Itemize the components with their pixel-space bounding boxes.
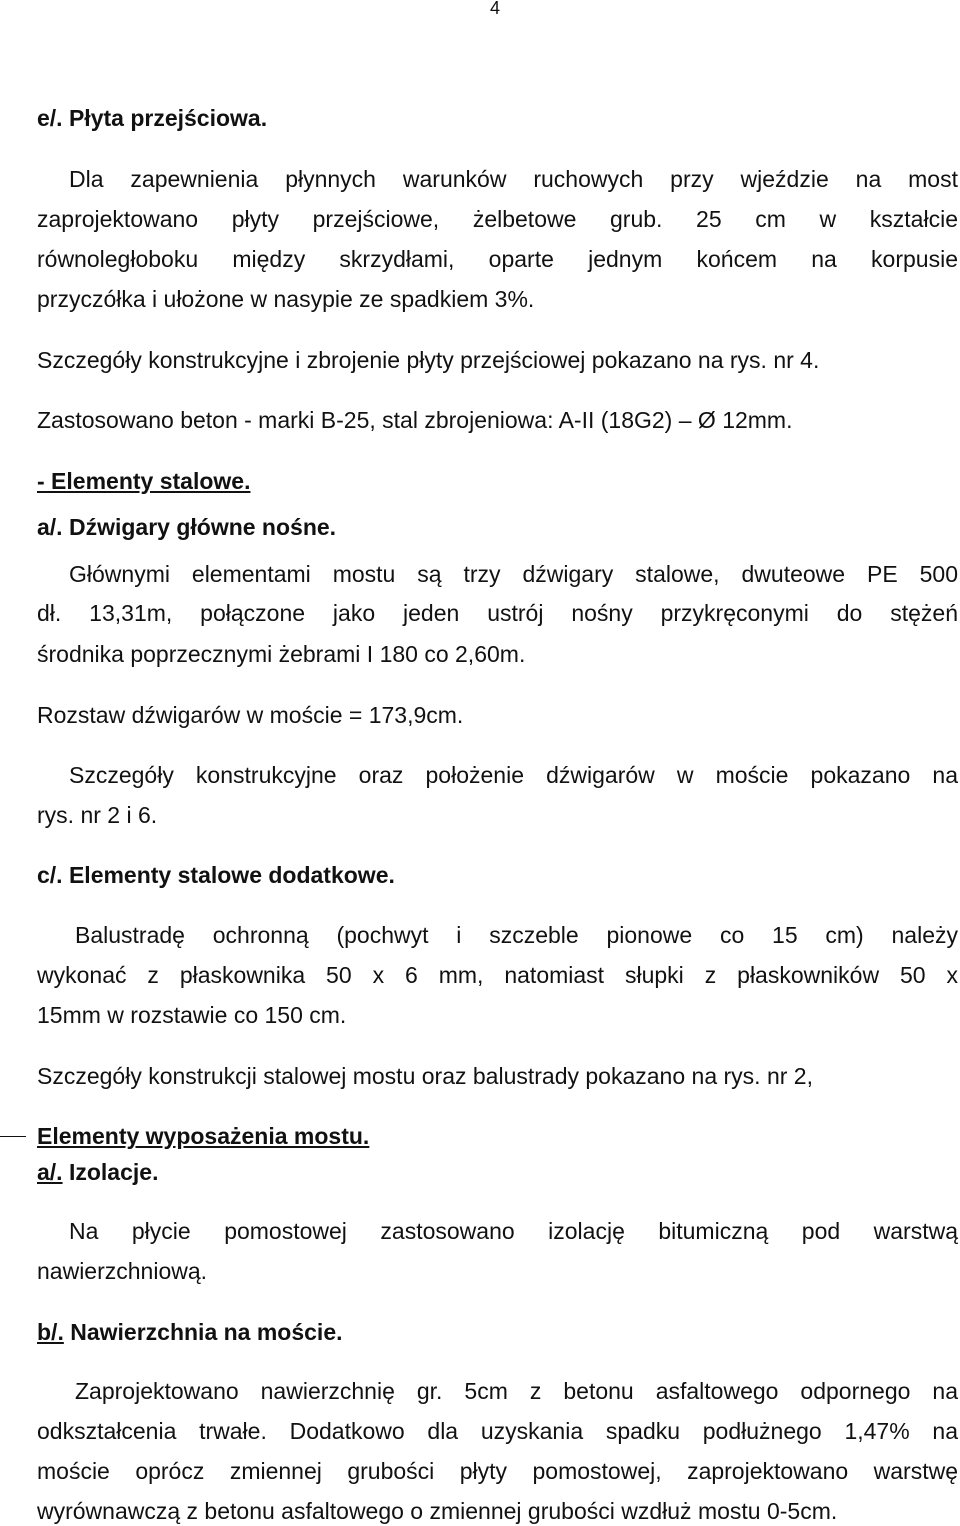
paragraph-line: Szczegóły konstrukcji stalowej mostu oraz balustrady pokazano na rys. nr 2, — [37, 1063, 813, 1089]
paragraph-line: przyczółka i ułożone w nasypie ze spadkiem 3%. — [37, 286, 535, 312]
subheading-girders: a/. Dźwigary główne nośne. — [37, 514, 337, 540]
paragraph-line: Na płycie pomostowej zastosowano izolację bitumiczną pod warstwą — [69, 1218, 958, 1244]
page-number: 4 — [490, 0, 501, 18]
paragraph-line: wyrównawczą z betonu asfaltowego o zmiennej grubości wzdłuż mostu 0-5cm. — [37, 1498, 838, 1524]
paragraph-line: dł. 13,31m, połączone jako jeden ustrój nośny przykręconymi do stężeń — [37, 600, 958, 626]
paragraph-line: odkształcenia trwałe. Dodatkowo dla uzyskania spadku podłużnego 1,47% na — [37, 1418, 958, 1444]
paragraph-line: 15mm w rozstawie co 150 cm. — [37, 1002, 347, 1028]
subheading-prefix: a/. — [37, 1159, 63, 1185]
paragraph-line: moście oprócz zmiennej grubości płyty pomostowej, zaprojektowano warstwę — [37, 1458, 958, 1484]
paragraph-line: Szczegóły konstrukcyjne oraz położenie dźwigarów w moście pokazano na — [69, 762, 958, 788]
subheading-surface — [37, 1318, 343, 1346]
subheading-title: Nawierzchnia na moście. — [63, 1319, 343, 1345]
paragraph-line: Dla zapewnienia płynnych warunków ruchowych przy wjeździe na most — [69, 166, 958, 192]
paragraph-line: Zastosowano beton - marki B-25, stal zbrojeniowa: A-II (18G2) – Ø 12mm. — [37, 407, 793, 433]
paragraph-line: środnika poprzecznymi żebrami I 180 co 2,60m. — [37, 641, 526, 667]
paragraph-line: Zaprojektowano nawierzchnię gr. 5cm z betonu asfaltowego odpornego na — [75, 1378, 958, 1404]
paragraph-line: wykonać z płaskownika 50 x 6 mm, natomiast słupki z płaskowników 50 x — [37, 962, 958, 988]
subheading-additional-steel: c/. Elementy stalowe dodatkowe. — [37, 862, 395, 888]
subheading-title: Izolacje. — [62, 1159, 159, 1185]
paragraph-line: nawierzchniową. — [37, 1258, 208, 1284]
subheading-insulation — [37, 1158, 158, 1186]
section-heading-equipment: Elementy wyposażenia mostu. — [37, 1123, 370, 1149]
paragraph-line: Rozstaw dźwigarów w moście = 173,9cm. — [37, 702, 464, 728]
paragraph-line: równoległoboku między skrzydłami, oparte jednym końcem na korpusie — [37, 246, 958, 272]
paragraph-line: Głównymi elementami mostu są trzy dźwigary stalowe, dwuteowe PE 500 — [69, 561, 958, 587]
paragraph-line: zaprojektowano płyty przejściowe, żelbetowe grub. 25 cm w kształcie — [37, 206, 958, 232]
list-dash-mark — [0, 1136, 26, 1137]
section-heading-steel: - Elementy stalowe. — [37, 468, 251, 494]
subheading-prefix: b/. — [37, 1319, 64, 1345]
paragraph-line: Balustradę ochronną (pochwyt i szczeble pionowe co 15 cm) należy — [75, 922, 958, 948]
paragraph-line: Szczegóły konstrukcyjne i zbrojenie płyty przejściowej pokazano na rys. nr 4. — [37, 347, 820, 373]
paragraph-line: rys. nr 2 i 6. — [37, 802, 158, 828]
section-heading-e: e/. Płyta przejściowa. — [37, 105, 268, 131]
